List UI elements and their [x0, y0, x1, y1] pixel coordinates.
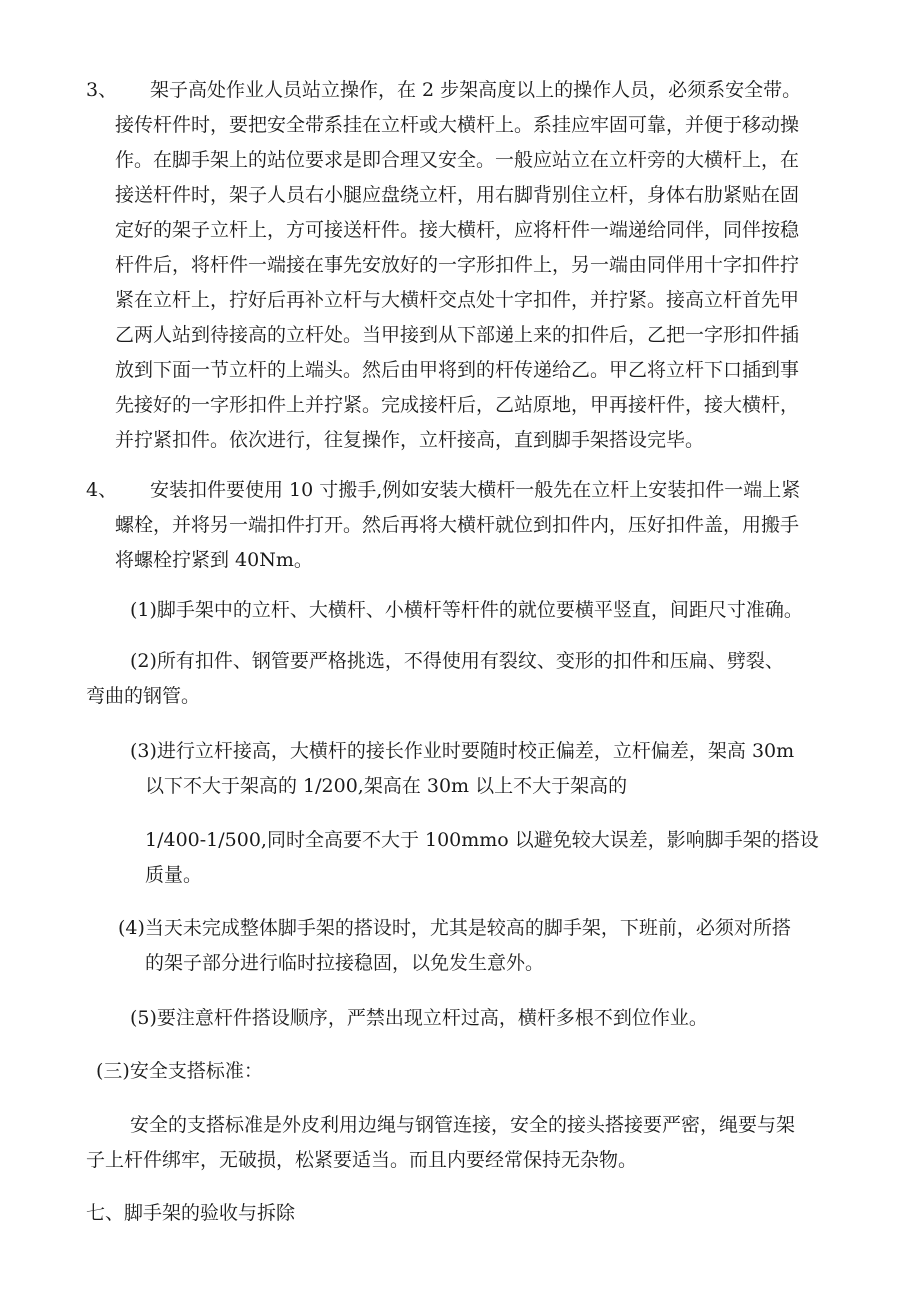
item-3-line: 先接好的一字形扣件上并拧紧。完成接杆后，乙站原地，甲再接杆件，接大横杆， — [115, 394, 800, 416]
sub-item-2-line: (2)所有扣件、钢管要严格挑选，不得使用有裂纹、变形的扣件和压扁、劈裂、 — [130, 650, 784, 672]
item-3-line: 接传杆件时，要把安全带系挂在立杆或大横杆上。系挂应牢固可靠，并便于移动操 — [115, 114, 800, 136]
item-3-line: 定好的架子立杆上，方可接送杆件。接大横杆，应将杆件一端递给同伴，同伴按稳 — [115, 219, 800, 241]
item-3-number: 3、 — [86, 79, 118, 101]
sub-item-3-line: 质量。 — [145, 864, 203, 886]
sub-item-3-line: (3)进行立杆接高，大横杆的接长作业时要随时校正偏差，立杆偏差，架高 30m — [130, 740, 795, 762]
sub-item-5: (5)要注意杆件搭设顺序，严禁出现立杆过高，横杆多根不到位作业。 — [130, 1007, 708, 1029]
item-4-line: 将螺栓拧紧到 40Nm。 — [115, 549, 313, 571]
section-paragraph-line: 子上杆件绑牢，无破损，松紧要适当。而且内要经常保持无杂物。 — [86, 1149, 638, 1171]
sub-item-1: (1)脚手架中的立杆、大横杆、小横杆等杆件的就位要横平竖直，间距尺寸准确。 — [130, 599, 803, 621]
sub-item-2-line: 弯曲的钢管。 — [86, 685, 201, 707]
sub-item-3-line: 1/400-1/500,同时全高要不大于 100mmo 以避免较大误差，影响脚手架的搭设 — [145, 829, 819, 851]
item-3-line: 放到下面一节立杆的上端头。然后由甲将到的杆传递给乙。甲乙将立杆下口插到事 — [115, 359, 800, 381]
item-3-line: 并拧紧扣件。依次进行，往复操作，立杆接高，直到脚手架搭设完毕。 — [115, 429, 705, 451]
item-3-line: 乙两人站到待接高的立杆处。当甲接到从下部递上来的扣件后，乙把一字形扣件插 — [115, 324, 800, 346]
item-3-line: 杆件后，将杆件一端接在事先安放好的一字形扣件上，另一端由同伴用十字扣件拧 — [115, 254, 800, 276]
item-4-line: 安装扣件要使用 10 寸搬手,例如安装大横杆一般先在立杆上安装扣件一端上紧 — [150, 479, 801, 501]
item-3-line: 作。在脚手架上的站位要求是即合理又安全。一般应站立在立杆旁的大横杆上，在 — [115, 149, 800, 171]
item-3-line: 紧在立杆上，拧好后再补立杆与大横杆交点处十字扣件，并拧紧。接高立杆首先甲 — [115, 289, 800, 311]
sub-item-3-line: 以下不大于架高的 1/200,架高在 30m 以上不大于架高的 — [145, 775, 628, 797]
sub-item-4-line: (4)当天未完成整体脚手架的搭设时，尤其是较高的脚手架，下班前，必须对所搭 — [118, 917, 791, 939]
item-3-line: 架子高处作业人员站立操作，在 2 步架高度以上的操作人员，必须系安全带。 — [150, 79, 802, 101]
item-3-line: 接送杆件时，架子人员右小腿应盘绕立杆，用右脚背别住立杆，身体右肋紧贴在固 — [115, 184, 800, 206]
section-heading: (三)安全支搭标准： — [96, 1060, 263, 1082]
chapter-heading: 七、脚手架的验收与拆除 — [86, 1202, 296, 1224]
item-4-number: 4、 — [86, 479, 118, 501]
item-4-line: 螺栓，并将另一端扣件打开。然后再将大横杆就位到扣件内，压好扣件盖，用搬手 — [115, 514, 800, 536]
sub-item-4-line: 的架子部分进行临时拉接稳固，以免发生意外。 — [145, 952, 545, 974]
section-paragraph-line: 安全的支搭标准是外皮利用边绳与钢管连接，安全的接头搭接要严密，绳要与架 — [130, 1114, 796, 1136]
